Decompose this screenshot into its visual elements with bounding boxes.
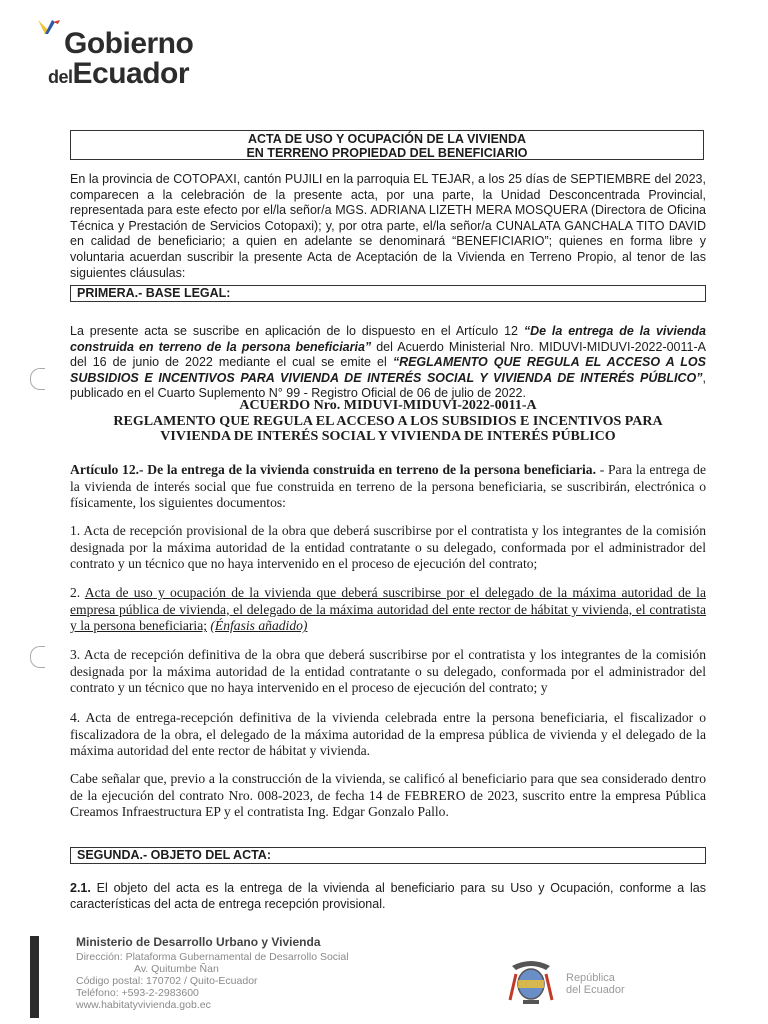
logo-flag-mark-icon xyxy=(36,18,62,38)
binder-hole-bottom xyxy=(30,646,45,668)
republica-line2: del Ecuador xyxy=(566,984,625,996)
acuerdo-heading-line1: ACUERDO Nro. MIDUVI-MIDUVI-2022-0011-A xyxy=(239,398,537,413)
logo-text-del: del xyxy=(48,67,73,87)
articulo-12-paragraph xyxy=(70,462,706,512)
intro-paragraph: En la provincia de COTOPAXI, cantón PUJILI en la parroquia EL TEJAR, a los 25 días de SEPTIEMBRE del 2023, comparecen a la celebración de la presente acta, por una parte, la Unidad Desconcentrada Provincial, representada para este efecto por el/la señor/a MGS. ADRIANA LIZETH MERA MOSQUERA (Directora de Oficina Técnica y Prestación de Servicios Cotopaxi); y, por otra parte, el/la señor/a CUNALATA GANCHALA TITO DAVID en calidad de beneficiario; a quien en adelante se denominará “BENEFICIARIO”; quienes en forma libre y voluntaria acuerdan suscribir la presente Acta de Aceptación de la Vivienda en Terreno Propio, al tenor de las siguientes cláusulas: xyxy=(70,172,706,280)
document-title-line2: EN TERRENO PROPIEDAD DEL BENEFICIARIO xyxy=(246,146,528,160)
objeto-text: El objeto del acta es la entrega de la vivienda al beneficiario para su Uso y Ocupación, conforme a las características del acta de entrega recepción provisional. xyxy=(70,881,706,911)
logo-text-ecuador xyxy=(48,58,189,93)
item-2-number: 2. xyxy=(70,585,81,600)
articulo-12-body: - Para la entrega de la vivienda de interés social que fue construida en terreno de la persona beneficiaria, se suscribirán, electrónica o físicamente, los siguientes documentos: xyxy=(70,462,706,511)
acuerdo-heading-line3: VIVIENDA DE INTERÉS SOCIAL Y VIVIENDA DE INTERÉS PÚBLICO xyxy=(160,429,616,444)
base-legal-text-1: La presente acta se suscribe en aplicación de lo dispuesto en el Artículo 12 xyxy=(70,324,524,338)
republica-line1: República xyxy=(566,972,615,984)
section-segunda-header: SEGUNDA.- OBJETO DEL ACTA: xyxy=(70,847,706,864)
objeto-number: 2.1. xyxy=(70,881,91,895)
item-1-text: Acta de recepción provisional de la obra que deberá suscribirse por el contratista y los integrantes de la comisión designada por la máxima autoridad de la entidad contratante o su delegado, conformada por el administrador del contrato y un técnico que no haya intervenido en el proceso de ejecución del contrato; xyxy=(70,523,706,572)
articulo-12-heading: Artículo 12.- De la entrega de la vivienda construida en terreno de la persona beneficiaria. xyxy=(70,462,596,477)
item-3-text: Acta de recepción definitiva de la obra que deberá suscribirse por el contratista y los integrantes de la comisión designada por la máxima autoridad de la entidad contratante o su delegado, conformada por el administrador del contrato y un técnico que no haya intervenido en el proceso de ejecución del contrato; y xyxy=(70,647,706,696)
item-2-paragraph xyxy=(70,585,706,635)
document-title-line1: ACTA DE USO Y OCUPACIÓN DE LA VIVIENDA xyxy=(247,132,527,146)
base-legal-text-2: del Acuerdo Ministerial Nro. MIDUVI-MIDUVI-2022-0011-A del 16 de junio de 2022 mediante el cual se emite el xyxy=(70,339,706,370)
item-4-text: Acta de entrega-recepción definitiva de la vivienda celebrada entre la persona beneficiaria, el fiscalizador o fiscalizadora de la obra, el delegado de la máxima autoridad de la empresa pública de vivienda y el delegado de la máxima autoridad del ente rector de hábitat y vivienda. xyxy=(70,710,706,759)
item-2-text: Acta de uso y ocupación de la vivienda que deberá suscribirse por el delegado de la máxima autoridad de la empresa pública de vivienda, el delegado de la máxima autoridad del ente rector de hábitat y vivienda, el contratista y la persona beneficiaria; xyxy=(70,585,706,634)
objeto-paragraph xyxy=(70,881,706,912)
base-legal-quote-reglamento: “REGLAMENTO QUE REGULA EL ACCESO A LOS SUBSIDIOS E INCENTIVOS PARA VIVIENDA DE INTERÉS SOCIAL Y VIVIENDA DE INTERÉS PÚBLICO” xyxy=(70,355,706,385)
logo-text-gobierno: Gobierno xyxy=(64,27,194,60)
logo-text-ecuador-word: Ecuador xyxy=(72,57,190,90)
gobierno-logo xyxy=(32,16,202,90)
base-legal-paragraph xyxy=(70,324,706,402)
cabe-senalar-paragraph: Cabe señalar que, previo a la construcción de la vivienda, se calificó al beneficiario para que sea considerado dentro de la ejecución del contrato Nro. 008-2023, de fecha 14 de FEBRERO de 2023, suscrito entre la empresa Pública Creamos Infraestructura EP y el contratista Ing. Edgar Gonzalo Pallo. xyxy=(70,771,706,820)
republica-del-ecuador-text xyxy=(566,972,625,996)
binder-hole-top xyxy=(30,368,45,390)
ecuador-coat-of-arms-icon xyxy=(506,956,556,1008)
footer-address-line2: Av. Quitumbe Ñan xyxy=(134,963,219,975)
acuerdo-heading-line2: REGLAMENTO QUE REGULA EL ACCESO A LOS SUBSIDIOS E INCENTIVOS PARA xyxy=(113,413,663,429)
footer-postal-code: Código postal: 170702 / Quito-Ecuador xyxy=(76,975,258,987)
document-title-box xyxy=(70,130,704,160)
footer-ministry-name: Ministerio de Desarrollo Urbano y Vivienda xyxy=(76,935,321,949)
item-1-paragraph xyxy=(70,523,706,573)
item-3-number: 3. xyxy=(70,647,81,662)
footer-address-line1: Dirección: Plataforma Gubernamental de Desarrollo Social xyxy=(76,951,349,963)
acuerdo-heading xyxy=(70,398,706,445)
item-1-number: 1. xyxy=(70,523,81,538)
item-4-number: 4. xyxy=(70,710,81,725)
item-3-paragraph xyxy=(70,647,706,697)
item-2-emphasis: (Énfasis añadido) xyxy=(210,618,308,634)
footer-phone: Teléfono: +593-2-2983600 xyxy=(76,987,199,999)
section-primera-header: PRIMERA.- BASE LEGAL: xyxy=(70,285,706,302)
base-legal-text-3: , publicado en el Cuarto Suplemento N° 99 - Registro Oficial de 06 de julio de 2022. xyxy=(70,370,706,401)
footer-website: www.habitatyvivienda.gob.ec xyxy=(76,999,211,1011)
item-4-paragraph xyxy=(70,710,706,760)
base-legal-quote-article: “De la entrega de la vivienda construida en terreno de la persona beneficiaria” xyxy=(70,324,706,354)
footer-accent-bar xyxy=(30,936,39,1018)
